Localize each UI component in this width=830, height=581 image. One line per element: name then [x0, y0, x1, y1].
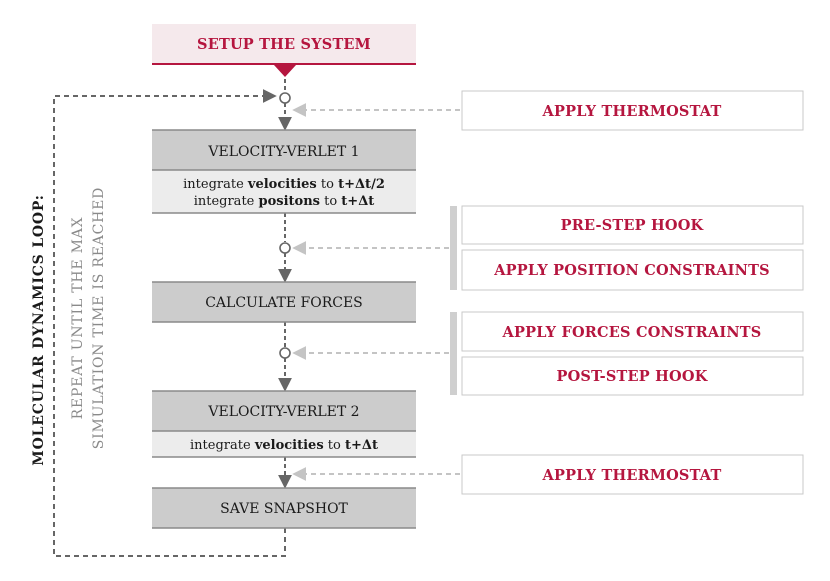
snapshot-box	[152, 488, 416, 528]
junction-node	[280, 93, 290, 103]
verlet2-line1-pre: integrate	[190, 438, 255, 453]
pre-step-bracket	[450, 206, 457, 290]
verlet2-title: VELOCITY-VERLET 2	[208, 404, 360, 420]
verlet1-line2-math: t+Δt	[341, 194, 375, 209]
junction-node	[280, 348, 290, 358]
setup-pointer	[274, 65, 296, 77]
post-step-bracket	[450, 312, 457, 395]
setup-box	[152, 24, 416, 77]
verlet2-line1-math: t+Δt	[344, 438, 378, 453]
verlet1-line1-math: t+Δt/2	[338, 177, 385, 192]
verlet1-line2-bold: positons	[258, 194, 320, 209]
verlet1-line1-mid: to	[316, 177, 339, 192]
verlet1-line1-pre: integrate	[183, 177, 248, 192]
verlet2-line1-bold: velocities	[254, 438, 324, 453]
verlet2-line1-mid: to	[323, 438, 345, 453]
thermostat-top-label: APPLY THERMOSTAT	[542, 103, 722, 120]
thermostat-bottom-label: APPLY THERMOSTAT	[542, 467, 722, 484]
verlet2-box	[152, 391, 416, 457]
snapshot-title: SAVE SNAPSHOT	[220, 501, 348, 517]
hook-boxes	[462, 91, 803, 494]
forces-title: CALCULATE FORCES	[205, 295, 363, 311]
loop-title: MOLECULAR DYNAMICS LOOP:	[31, 194, 47, 466]
verlet1-line1-bold: velocities	[247, 177, 317, 192]
verlet1-line2-mid: to	[319, 194, 342, 209]
verlet2-line1	[190, 438, 378, 453]
position-constraints-label: APPLY POSITION CONSTRAINTS	[494, 262, 770, 279]
forces-constraints-label: APPLY FORCES CONSTRAINTS	[502, 324, 762, 341]
verlet1-line2-pre: integrate	[193, 194, 259, 209]
post-step-label: POST-STEP HOOK	[556, 368, 708, 385]
repeat-line-2: SIMULATION TIME IS REACHED	[91, 186, 107, 450]
setup-label: SETUP THE SYSTEM	[197, 36, 371, 53]
repeat-line-1: REPEAT UNTIL THE MAX	[70, 216, 86, 420]
verlet1-box	[152, 130, 416, 213]
verlet1-title: VELOCITY-VERLET 1	[208, 144, 360, 160]
verlet1-line2	[194, 194, 375, 209]
verlet1-line1	[183, 177, 385, 192]
pre-step-label: PRE-STEP HOOK	[560, 217, 704, 234]
junction-node	[280, 243, 290, 253]
forces-box	[152, 282, 416, 322]
